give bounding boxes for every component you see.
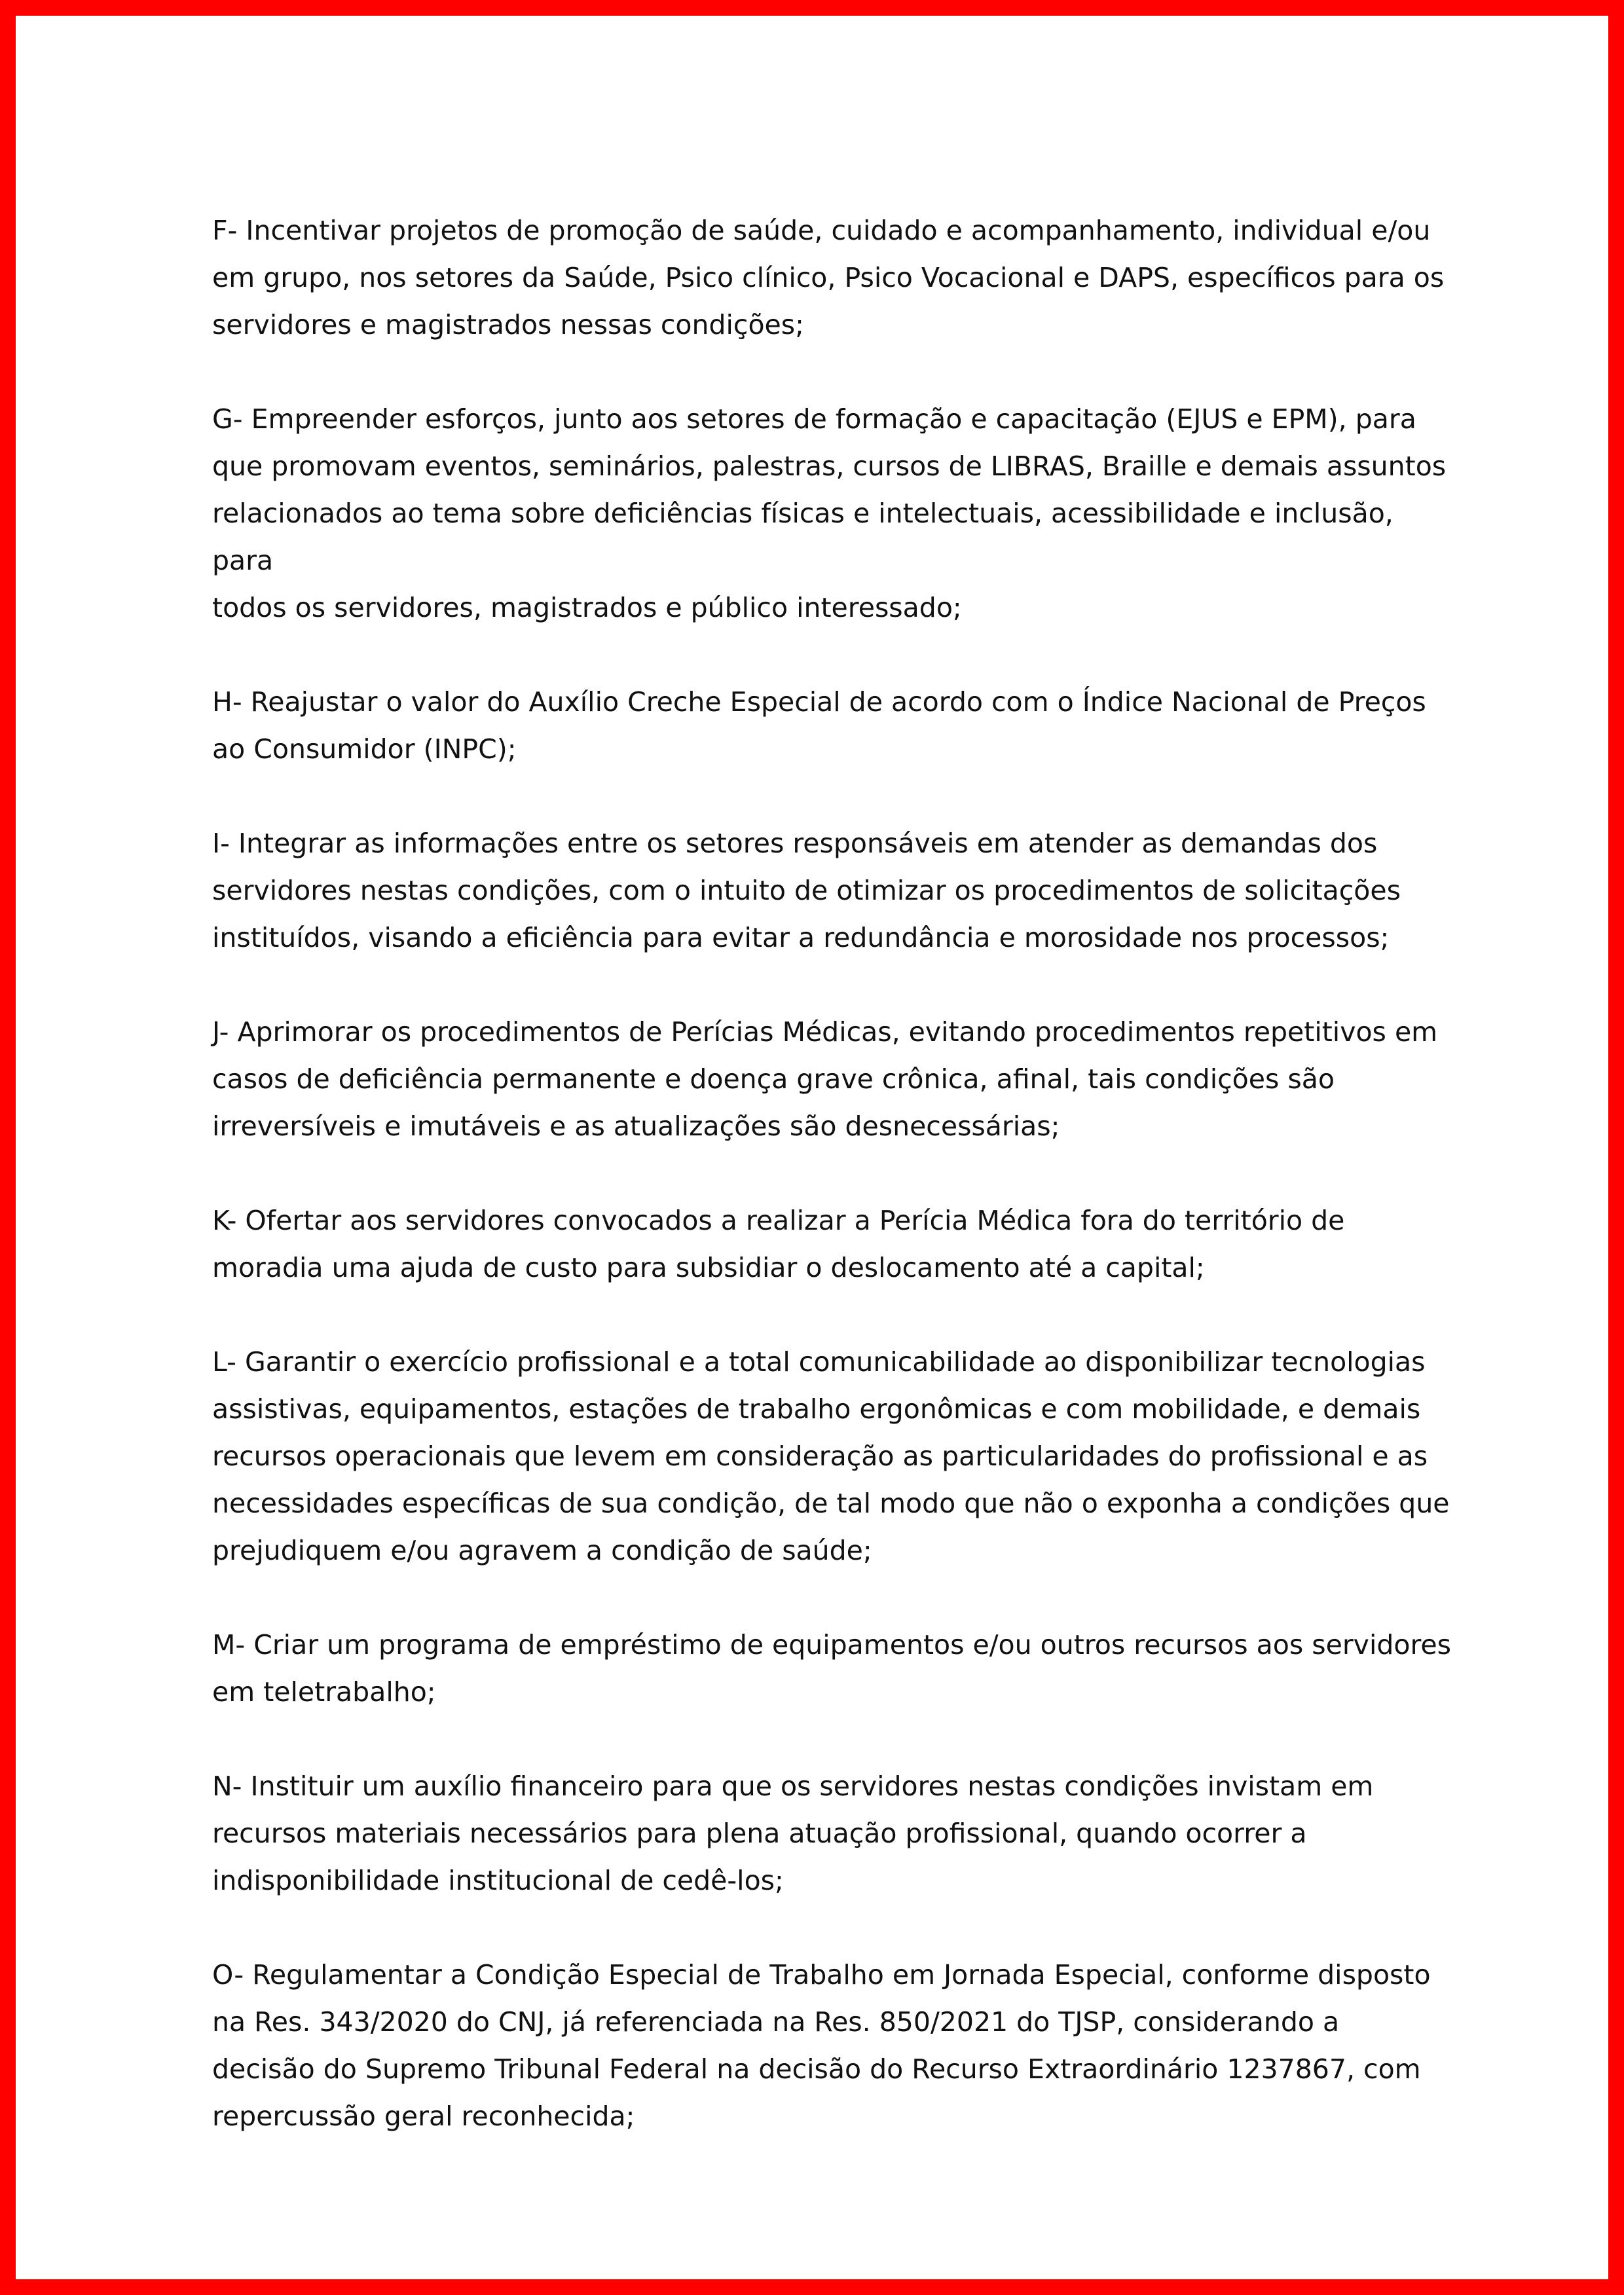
- paragraph-item-h: H- Reajustar o valor do Auxílio Creche Especial de acordo com o Índice Nacional de Preços ao Consumidor (INPC);: [212, 686, 1426, 765]
- paragraph-item-k: K- Ofertar aos servidores convocados a realizar a Perícia Médica fora do território de moradia uma ajuda de custo para subsidiar o deslocamento até a capital;: [212, 1205, 1345, 1283]
- paragraph-item-l: L- Garantir o exercício profissional e a total comunicabilidade ao disponibilizar tecnologias assistivas, equipamentos, estações de trabalho ergonômicas e com mobilidade, e demais recursos operacionais que levem em consideração as particularidades do profissional e as necessidades específicas de sua condição, de tal modo que não o exponha a condições que prejudiquem e/ou agravem a condição de saúde;: [212, 1346, 1450, 1566]
- paragraph-item-g: G- Empreender esforços, junto aos setores de formação e capacitação (EJUS e EPM), para que promovam eventos, seminários, palestras, cursos de LIBRAS, Braille e demais assuntos relacionados ao tema sobre deficiências físicas e intelectuais, acessibilidade e inclusão, para todos os servidores, magistrados e público interessado;: [212, 403, 1447, 623]
- document-body: [212, 207, 1456, 2140]
- paragraph-item-n: N- Instituir um auxílio financeiro para que os servidores nestas condições invistam em recursos materiais necessários para plena atuação profissional, quando ocorrer a indisponibilidade institucional de cedê-los;: [212, 1771, 1374, 1896]
- paragraph-item-o: O- Regulamentar a Condição Especial de Trabalho em Jornada Especial, conforme disposto na Res. 343/2020 do CNJ, já referenciada na Res. 850/2021 do TJSP, considerando a decisão do Supremo Tribunal Federal na decisão do Recurso Extraordinário 1237867, com repercussão geral reconhecida;: [212, 1959, 1431, 2132]
- paragraph-item-m: M- Criar um programa de empréstimo de equipamentos e/ou outros recursos aos servidores em teletrabalho;: [212, 1629, 1451, 1708]
- paragraph-item-j: J- Aprimorar os procedimentos de Perícias Médicas, evitando procedimentos repetitivos em casos de deficiência permanente e doença grave crônica, afinal, tais condições são irreversíveis e imutáveis e as atualizações são desnecessárias;: [212, 1016, 1438, 1142]
- paragraph-item-f: F- Incentivar projetos de promoção de saúde, cuidado e acompanhamento, individual e/ou em grupo, nos setores da Saúde, Psico clínico, Psico Vocacional e DAPS, específicos para os servidores e magistrados nessas condições;: [212, 215, 1445, 340]
- paragraph-item-i: I- Integrar as informações entre os setores responsáveis em atender as demandas dos servidores nestas condições, com o intuito de otimizar os procedimentos de solicitações instituídos, visando a eficiência para evitar a redundância e morosidade nos processos;: [212, 828, 1401, 953]
